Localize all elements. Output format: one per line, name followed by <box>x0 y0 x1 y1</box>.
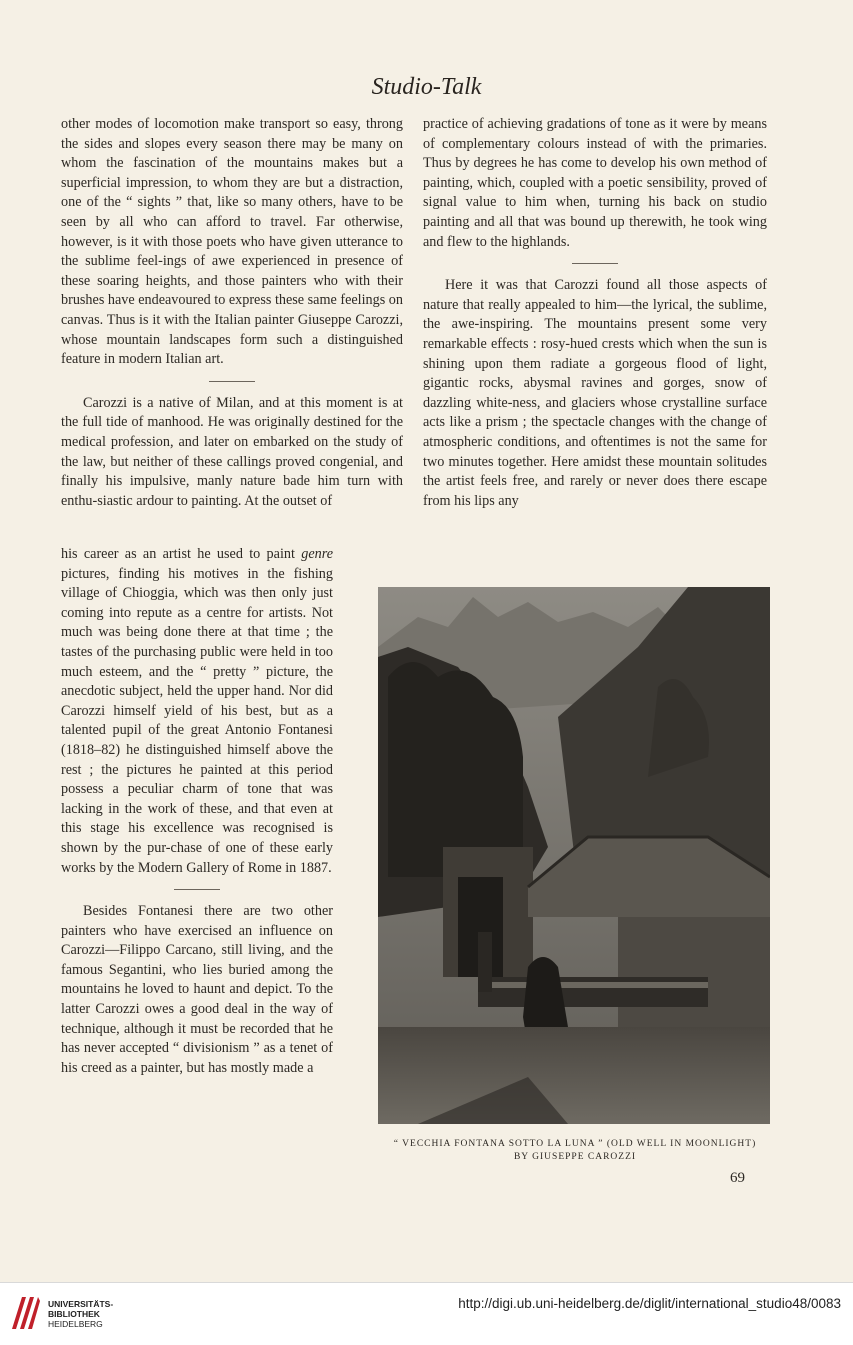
section-divider <box>209 381 255 382</box>
italic-word: genre <box>301 546 333 562</box>
paragraph-text: his career as an artist he used to paint <box>61 546 302 562</box>
plate-caption <box>360 1138 790 1164</box>
paragraph: other modes of locomotion make transport so easy, throng the sides and slopes every season there may be many on whom the fascination of the mountains makes but a superficial impression, to whom they are but a distraction, one of the “ sights ” that, like so many others, have to be seen by all who can afford to travel. Far otherwise, however, is it with those poets who have given utterance to the sublime feel-ings of awe experienced in presence of these soaring heights, and those painters who with their brushes have endeavoured to express these same feelings on canvas. Thus is it with the Italian painter Giuseppe Carozzi, whose mountain landscapes form such a distinguished feature in modern Italian art. <box>61 116 403 368</box>
paragraph: practice of achieving gradations of tone as it were by means of complementary colours instead of with the primaries. Thus by degrees he has come to develop his own method of painting, which, coupled with a poetic sensibility, proved of signal value to him when, turning his back on studio painting and all that was bound up therewith, he took wing and flew to the highlands. <box>423 116 767 250</box>
paragraph: Here it was that Carozzi found all those aspects of nature that really appealed to him—the lyrical, the sublime, the awe-inspiring. The mountains present some very remarkable effects : rosy-hued crests which when the sun is shining upon them radiate a gorgeous flood of light, gigantic rocks, abysmal ravines and gorges, snow of dazzling white-ness, and glaciers whose crystalline surface acts like a prism ; the spectacle changes with the change of atmospheric conditions, and oftentimes is not the same for two minutes together. Here amidst these mountain solitudes the artist feels free, and rarely or never does there escape from his lips any <box>423 277 767 509</box>
section-divider <box>572 263 618 264</box>
page-number: 69 <box>730 1170 745 1186</box>
paragraph: Carozzi is a native of Milan, and at this moment is at the full tide of manhood. He was originally destined for the medical profession, and later on embarked on the study of the law, but neither of these callings proved congenial, and finally his impulsive, manly nature bade him turn with enthu-siastic ardour to painting. At the outset of <box>61 394 403 509</box>
footer-bar <box>0 1282 853 1345</box>
left-column-narrow <box>61 545 333 1078</box>
painting-image <box>378 587 770 1124</box>
running-head: Studio-Talk <box>371 74 482 100</box>
painting-plate <box>378 587 770 1124</box>
left-column <box>61 115 403 511</box>
library-line: BIBLIOTHEK <box>48 1309 100 1319</box>
permalink-url[interactable]: http://digi.ub.uni-heidelberg.de/diglit/international_studio48/0083 <box>458 1296 841 1311</box>
library-line: UNIVERSITÄTS- <box>48 1299 114 1309</box>
caption-title: “ VECCHIA FONTANA SOTTO LA LUNA ” (OLD WELL IN MOONLIGHT) <box>393 1139 757 1149</box>
paragraph-text: pictures, finding his motives in the fishing village of Chioggia, which was then only just coming into repute as a centre for artists. Not much was being done there at that time ; the tastes of the purchasing public were held in too much esteem, and the “ pretty ” picture, the anecdotic subject, held the upper hand. Nor did Carozzi himself yield of his best, but as a talented pupil of the great Antonio Fontanesi (1818–82) he distinguished himself above the rest ; the pictures he painted at this period possess a peculiar charm of tone that was lacking in the work of these, and that even at this stage his excellence was recognised is shown by the pur-chase of one of these early works by the Modern Gallery of Rome in 1887. <box>61 565 333 876</box>
university-library-logo-icon[interactable] <box>8 1293 42 1333</box>
library-name <box>48 1299 113 1329</box>
caption-artist: BY GIUSEPPE CAROZZI <box>513 1152 637 1162</box>
paragraph <box>61 545 333 878</box>
paragraph: Besides Fontanesi there are two other painters who have exercised an influence on Carozzi—Filippo Carcano, still living, and the famous Segantini, who lies buried among the mountains he loved to haunt and depict. To the latter Carozzi owes a good deal in the way of technique, although it must be recorded that he has never accepted “ divisionism ” as a tenet of his creed as a painter, but has mostly made a <box>61 903 333 1076</box>
library-line: HEIDELBERG <box>48 1319 103 1329</box>
right-column <box>423 115 767 511</box>
section-divider <box>174 889 220 890</box>
